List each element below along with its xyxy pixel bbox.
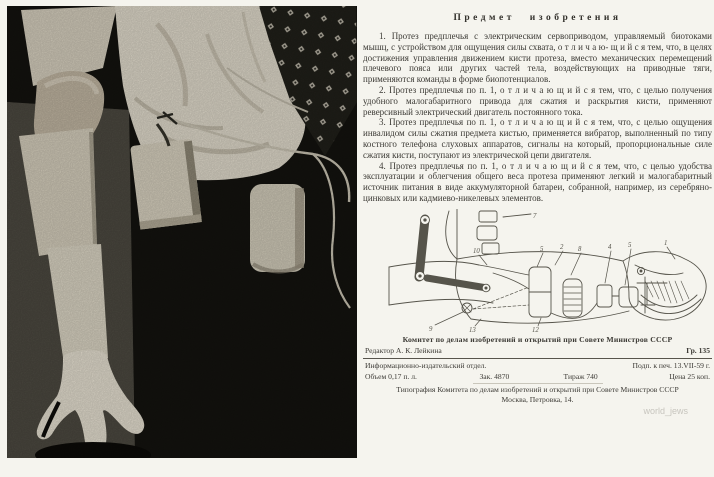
signed-to-print-date: Подп. к печ. 13.VII-59 г. xyxy=(632,360,710,370)
figure-label-9: 9 xyxy=(429,325,433,333)
imprint-footer xyxy=(363,334,712,416)
claim-2: 2. Протез предплечья по п. 1, о т л и ч а ю щ и й с я тем, что, с целью получения удобного малогабаритного привода для сжатия и раскрытия кисти, применяют реверсивный электрический двигатель постоянного тока. xyxy=(363,84,712,117)
group-number: Гр. 135 xyxy=(686,345,710,355)
prosthesis-figure xyxy=(383,209,711,333)
figure-label-13: 13 xyxy=(469,326,476,333)
figure-label-8: 8 xyxy=(578,245,582,253)
print-run: Тираж 740 xyxy=(563,371,598,381)
figure-label-5b: 5 xyxy=(628,241,632,249)
claim-4: 4. Протез предплечья по п. 1, о т л и ч а ю щ и й с я тем, что, с целью удобства эксплуатации и облегчения общего веса протеза применяют легкий и малогабаритный источник питания в виде аккумуляторной батареи, собранной, например, из серебряно-цинковых или кадмиево-никелевых элементов. xyxy=(363,160,712,203)
figure-label-10: 10 xyxy=(473,247,480,255)
figure-label-5a: 5 xyxy=(540,245,544,253)
prosthesis-photograph xyxy=(7,6,357,458)
figure-label-7: 7 xyxy=(533,212,537,220)
volume-info: Объем 0,17 п. л. xyxy=(365,371,417,381)
order-number: Зак. 4870 xyxy=(479,371,510,381)
claim-1: 1. Протез предплечья с электрическим сервоприводом, управляемый биотоками мышц, с устройством для ощущения силы схвата, о т л и ч а ю- щ и й с я тем, что, в целях достижения управления движением кисти протеза, вместо механических перемещений плечевого пояса или других частей тела, воздействующих на приводные тяги, применяются команды в форме биопотенциалов. xyxy=(363,31,712,85)
figure-label-4: 4 xyxy=(608,243,612,251)
claim-3: 3. Протез предплечья по п. 1, о т л и ч а ю щ и й с я тем, что, с целью ощущения инвалидом силы сжатия предмета кистью, применяется вибратор, выполненный по типу костного телефона слуховых аппаратов, сигналы на который, пропорциональные силе сжатия кисти, поступают из электрической цепи двигателя. xyxy=(363,117,712,160)
printer-address: Москва, Петровка, 14. xyxy=(501,394,574,404)
patent-text-column xyxy=(363,0,712,477)
claims-title: Предмет изобретения xyxy=(453,13,622,23)
watermark-text: world_jews xyxy=(643,405,688,416)
editor-credit: Редактор А. К. Лейкина xyxy=(365,345,442,355)
footer-divider xyxy=(363,358,712,359)
figure-label-1: 1 xyxy=(664,239,668,247)
partial-divider xyxy=(473,383,603,384)
photo-illustration xyxy=(7,6,357,458)
printer-line: Типография Комитета по делам изобретений и открытий при Совете Министров СССР xyxy=(396,384,679,394)
figure-label-2: 2 xyxy=(560,243,564,251)
publishing-dept: Информационно-издательский отдел. xyxy=(365,360,487,370)
committee-line: Комитет по делам изобретений и открытий при Совете Министров СССР xyxy=(402,334,673,344)
figure-label-12: 12 xyxy=(532,326,539,333)
claims-text xyxy=(363,31,712,204)
figure-drawing xyxy=(383,209,711,333)
price: Цена 25 коп. xyxy=(669,371,710,381)
